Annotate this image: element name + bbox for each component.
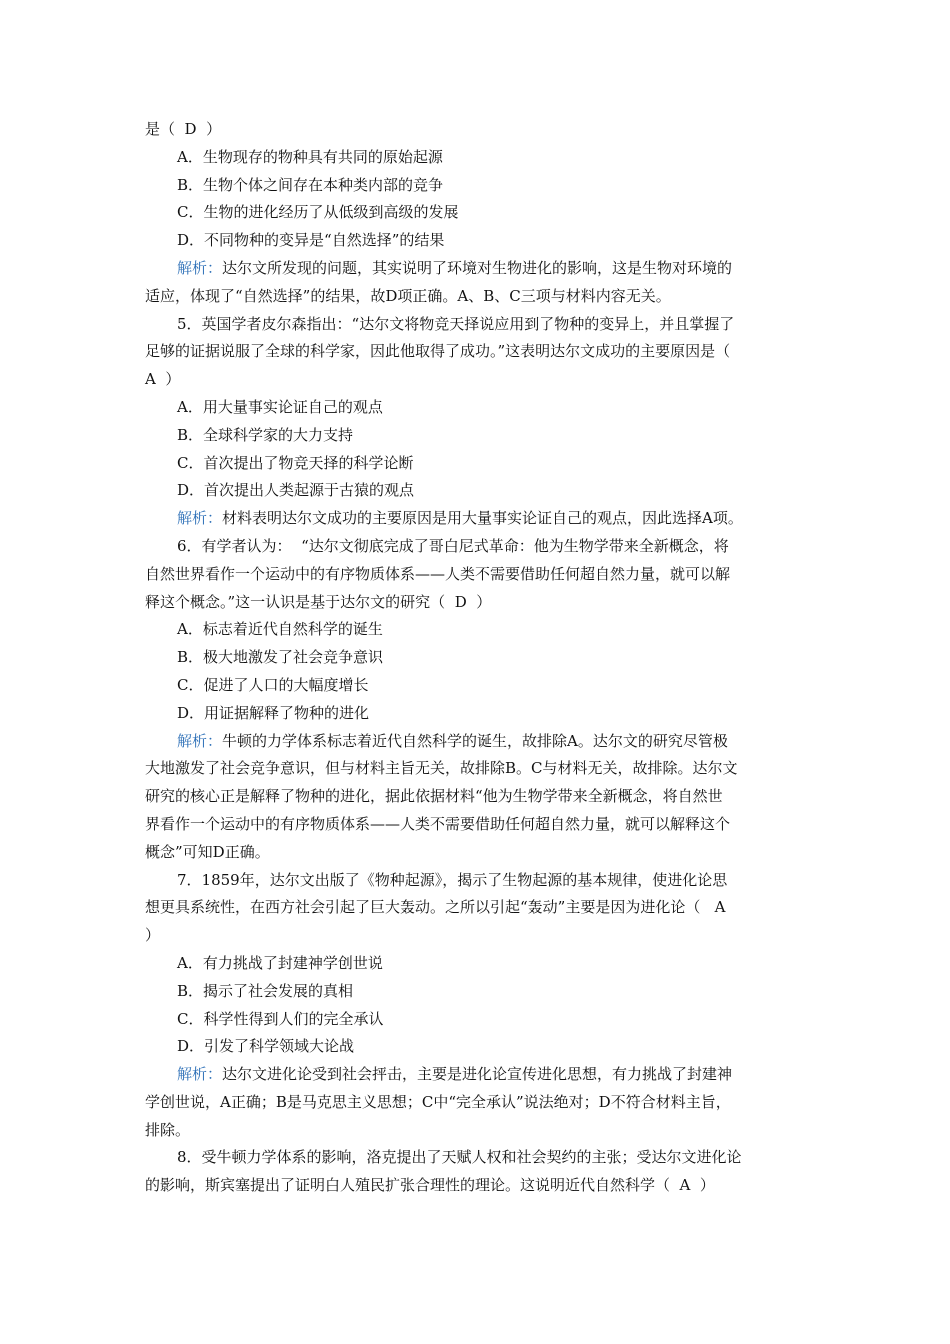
q7-option-a: A．有力挑战了封建神学创世说 [177,953,383,972]
q6-stem-line1: 6．有学者认为： “达尔文彻底完成了哥白尼式革命：他为生物学带来全新概念，将 [177,536,729,555]
q6-analysis-line [145,728,811,756]
q4-stem-tail: 是（ D ） [145,120,222,138]
q7-analysis-line3: 排除。 [145,1120,191,1139]
q7-option-c: C．科学性得到人们的完全承认 [177,1009,384,1028]
q6-analysis-line3: 研究的核心正是解释了物种的进化，据此依据材料“他为生物学带来全新概念，将自然世 [145,787,723,806]
q4-option-c: C．生物的进化经历了从低级到高级的发展 [177,203,459,222]
q6-analysis-text: 牛顿的力学体系标志着近代自然科学的诞生，故排除A。达尔文的研究尽管极 [222,731,728,750]
q7-stem-line3: ） [145,926,161,945]
q7-stem-line1: 7．1859年，达尔文出版了《物种起源》，揭示了生物起源的基本规律，使进化论思 [177,870,728,889]
analysis-label: 解析： [177,731,223,750]
q5-option-d: D．首次提出人类起源于古猿的观点 [177,481,415,500]
q4-analysis-line [145,255,811,283]
q6-option-b: B．极大地激发了社会竞争意识 [177,648,384,667]
q5-stem-line1: 5．英国学者皮尔森指出：“达尔文将物竞天择说应用到了物种的变异上，并且掌握了 [177,314,735,333]
q7-option-b: B．揭示了社会发展的真相 [177,981,354,1000]
q7-analysis-text: 达尔文进化论受到社会抨击，主要是进化论宣传进化思想，有力挑战了封建神 [222,1065,733,1084]
q4-analysis-text: 达尔文所发现的问题，其实说明了环境对生物进化的影响，这是生物对环境的 [222,258,733,277]
q7-option-d: D．引发了科学领域大论战 [177,1037,355,1056]
q6-option-c: C．促进了人口的大幅度增长 [177,675,369,694]
q6-stem-line3: 释这个概念。”这一认识是基于达尔文的研究（ D ） [145,592,492,611]
q5-stem-line2: 足够的证据说服了全球的科学家，因此他取得了成功。”这表明达尔文成功的主要原因是（ [145,342,731,361]
q6-analysis-line5: 概念”可知D正确。 [145,842,270,861]
q5-analysis-line [145,505,811,533]
q5-option-a: A．用大量事实论证自己的观点 [177,397,383,416]
q6-stem-line2: 自然世界看作一个运动中的有序物质体系——人类不需要借助任何超自然力量，就可以解 [145,564,731,583]
q4-analysis-line2: 适应，体现了“自然选择”的结果，故D项正确。A、B、C三项与材料内容无关。 [145,286,671,305]
q7-analysis-line2: 学创世说，A正确；B是马克思主义思想；C中“完全承认”说法绝对；D不符合材料主旨， [145,1092,731,1111]
document-page [145,116,811,1200]
analysis-label: 解析： [177,509,223,528]
q4-option-b: B．生物个体之间存在本种类内部的竞争 [177,175,444,194]
q6-option-d: D．用证据解释了物种的进化 [177,703,370,722]
q6-analysis-line4: 界看作一个运动中的有序物质体系——人类不需要借助任何超自然力量，就可以解释这个 [145,814,731,833]
q8-stem-line1: 8．受牛顿力学体系的影响，洛克提出了天赋人权和社会契约的主张；受达尔文进化论 [177,1148,742,1167]
q5-option-c: C．首次提出了物竞天择的科学论断 [177,453,414,472]
q6-option-a: A．标志着近代自然科学的诞生 [177,620,383,639]
q7-analysis-line [145,1061,811,1089]
q4-option-a: A．生物现存的物种具有共同的原始起源 [177,147,443,166]
q5-option-b: B．全球科学家的大力支持 [177,425,354,444]
q5-stem-line3: A ） [145,370,181,389]
q8-stem-line2: 的影响，斯宾塞提出了证明白人殖民扩张合理性的理论。这说明近代自然科学（ A ） [145,1176,715,1195]
q7-stem-line2: 想更具系统性，在西方社会引起了巨大轰动。之所以引起“轰动”主要是因为进化论（ A [145,898,726,917]
q6-analysis-line2: 大地激发了社会竞争意识，但与材料主旨无关，故排除B。C与材料无关，故排除。达尔文 [145,759,738,778]
q4-option-d: D．不同物种的变异是“自然选择”的结果 [177,231,445,250]
q5-analysis-text: 材料表明达尔文成功的主要原因是用大量事实论证自己的观点，因此选择A项。 [222,509,743,528]
analysis-label: 解析： [177,258,223,277]
analysis-label: 解析： [177,1065,223,1084]
